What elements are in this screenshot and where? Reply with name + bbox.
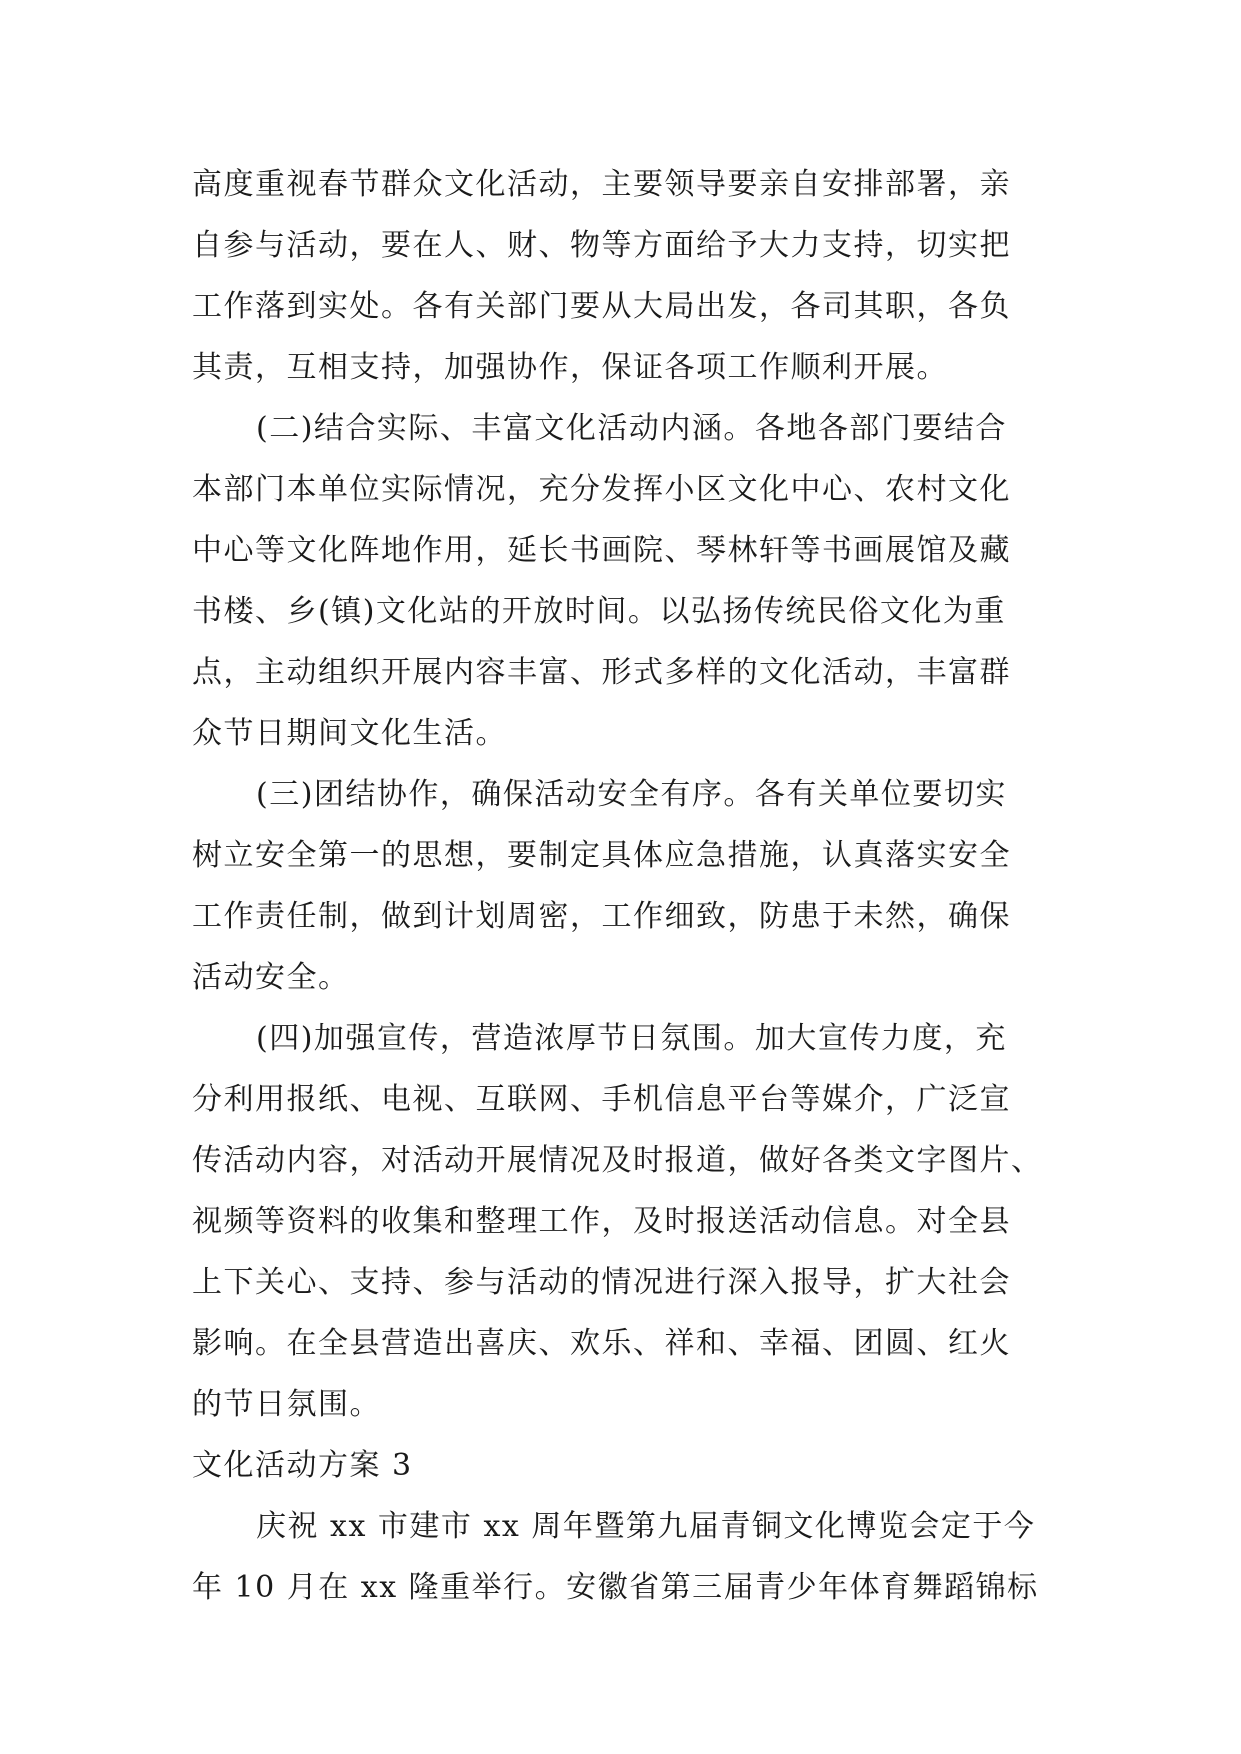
paragraph — [192, 154, 1072, 398]
paragraph — [192, 764, 1072, 1008]
paragraph — [192, 398, 1072, 764]
document-body — [192, 154, 1072, 1618]
text-line: 上下关心、支持、参与活动的情况进行深入报导，扩大社会 — [192, 1265, 1011, 1300]
section-heading — [192, 1435, 1072, 1496]
heading-text: 文化活动方案 3 — [192, 1448, 413, 1483]
text-line: 中心等文化阵地作用，延长书画院、琴林轩等书画展馆及藏 — [192, 533, 1011, 568]
text-line: 树立安全第一的思想，要制定具体应急措施，认真落实安全 — [192, 838, 1011, 873]
text-line: 影响。在全县营造出喜庆、欢乐、祥和、幸福、团圆、红火 — [192, 1326, 1011, 1361]
text-line: 工作落到实处。各有关部门要从大局出发，各司其职，各负 — [192, 289, 1011, 324]
text-line: 活动安全。 — [192, 960, 350, 995]
text-line: 分利用报纸、电视、互联网、手机信息平台等媒介，广泛宣 — [192, 1082, 1011, 1117]
text-line: 高度重视春节群众文化活动，主要领导要亲自安排部署，亲 — [192, 167, 1011, 202]
text-line: 点，主动组织开展内容丰富、形式多样的文化活动，丰富群 — [192, 655, 1011, 690]
text-line: 书楼、乡(镇)文化站的开放时间。以弘扬传统民俗文化为重 — [192, 594, 1006, 629]
text-line: (三)团结协作，确保活动安全有序。各有关单位要切实 — [256, 777, 1007, 812]
text-line: 传活动内容，对活动开展情况及时报道，做好各类文字图片、 — [192, 1143, 1043, 1178]
text-line: 的节日氛围。 — [192, 1387, 381, 1422]
text-line: 年 10 月在 xx 隆重举行。安徽省第三届青少年体育舞蹈锦标 — [192, 1570, 1039, 1605]
text-line: 庆祝 xx 市建市 xx 周年暨第九届青铜文化博览会定于今 — [256, 1509, 1036, 1544]
text-line: (二)结合实际、丰富文化活动内涵。各地各部门要结合 — [256, 411, 1007, 446]
text-line: (四)加强宣传，营造浓厚节日氛围。加大宣传力度，充 — [256, 1021, 1007, 1056]
text-line: 工作责任制，做到计划周密，工作细致，防患于未然，确保 — [192, 899, 1011, 934]
text-line: 视频等资料的收集和整理工作，及时报送活动信息。对全县 — [192, 1204, 1011, 1239]
text-line: 自参与活动，要在人、财、物等方面给予大力支持，切实把 — [192, 228, 1011, 263]
paragraph — [192, 1008, 1072, 1435]
text-line: 其责，互相支持，加强协作，保证各项工作顺利开展。 — [192, 350, 948, 385]
text-line: 本部门本单位实际情况，充分发挥小区文化中心、农村文化 — [192, 472, 1011, 507]
paragraph — [192, 1496, 1072, 1618]
text-line: 众节日期间文化生活。 — [192, 716, 507, 751]
